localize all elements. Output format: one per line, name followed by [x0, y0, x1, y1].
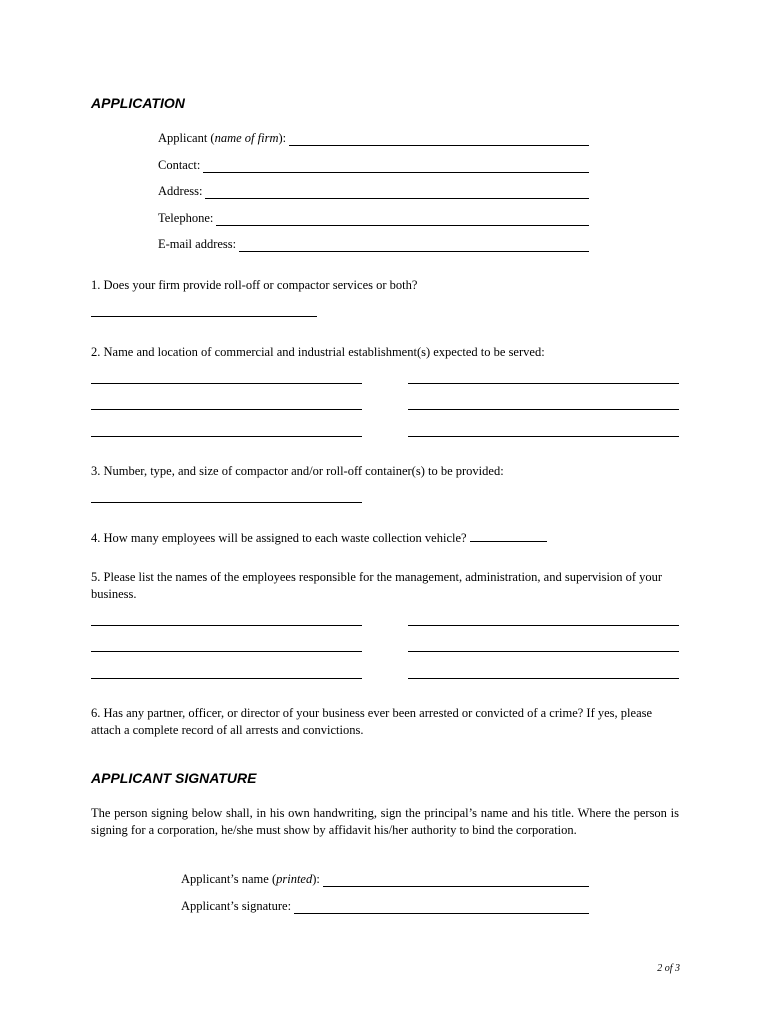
telephone-input-line[interactable] — [216, 213, 589, 226]
answer-5-line-left-1[interactable] — [91, 625, 362, 626]
telephone-field[interactable] — [158, 210, 589, 226]
answer-4-line[interactable] — [470, 530, 547, 542]
answer-5-line-left-3[interactable] — [91, 678, 362, 679]
answer-2-line-left-2[interactable] — [91, 409, 362, 410]
question-3: 3. Number, type, and size of compactor and/or roll-off container(s) to be provided: — [91, 464, 504, 478]
email-input-line[interactable] — [239, 239, 589, 252]
signature-label: Applicant’s signature: — [181, 899, 292, 913]
applicant-signature-field[interactable] — [181, 898, 589, 914]
answer-2-line-right-3[interactable] — [408, 436, 679, 437]
answer-5-line-right-2[interactable] — [408, 651, 679, 652]
applicant-name-label: Applicant (name of firm): — [158, 131, 287, 145]
answer-1-line[interactable] — [91, 316, 317, 317]
question-1: 1. Does your firm provide roll-off or compactor services or both? — [91, 278, 418, 292]
address-input-line[interactable] — [205, 186, 589, 199]
printed-name-input-line[interactable] — [323, 874, 589, 887]
signature-instructions: The person signing below shall, in his own handwriting, sign the principal’s name and his title. Where the person is signing for a corporation, he/she must show by affidavit his/her authority to bind the corporation. — [91, 806, 679, 837]
answer-2-line-right-1[interactable] — [408, 383, 679, 384]
page-number: 2 of 3 — [657, 963, 680, 974]
answer-2-line-left-1[interactable] — [91, 383, 362, 384]
applicant-name-field[interactable] — [158, 130, 589, 146]
contact-field[interactable] — [158, 157, 589, 173]
contact-label: Contact: — [158, 158, 201, 172]
answer-5-line-right-1[interactable] — [408, 625, 679, 626]
email-field[interactable] — [158, 236, 589, 252]
applicant-printed-name-field[interactable] — [181, 871, 589, 887]
answer-2-line-left-3[interactable] — [91, 436, 362, 437]
printed-name-label: Applicant’s name (printed): — [181, 872, 320, 886]
application-heading: APPLICATION — [91, 95, 185, 111]
question-4-text: 4. How many employees will be assigned to each waste collection vehicle? — [91, 531, 467, 545]
answer-2-line-right-2[interactable] — [408, 409, 679, 410]
signature-input-line[interactable] — [294, 901, 589, 914]
contact-input-line[interactable] — [203, 160, 589, 173]
address-field[interactable] — [158, 183, 589, 199]
question-5: 5. Please list the names of the employees responsible for the management, administration, and supervision of your business. — [91, 570, 663, 601]
telephone-label: Telephone: — [158, 211, 214, 225]
answer-3-line[interactable] — [91, 502, 362, 503]
question-2: 2. Name and location of commercial and industrial establishment(s) expected to be served: — [91, 345, 545, 359]
applicant-name-input-line[interactable] — [289, 133, 589, 146]
answer-5-line-right-3[interactable] — [408, 678, 679, 679]
question-4 — [91, 530, 679, 547]
signature-heading: APPLICANT SIGNATURE — [91, 770, 257, 786]
email-label: E-mail address: — [158, 237, 237, 251]
address-label: Address: — [158, 184, 203, 198]
question-6: 6. Has any partner, officer, or director of your business ever been arrested or convicted of a crime? If yes, please attach a complete record of all arrests and convictions. — [91, 706, 653, 737]
answer-5-line-left-2[interactable] — [91, 651, 362, 652]
